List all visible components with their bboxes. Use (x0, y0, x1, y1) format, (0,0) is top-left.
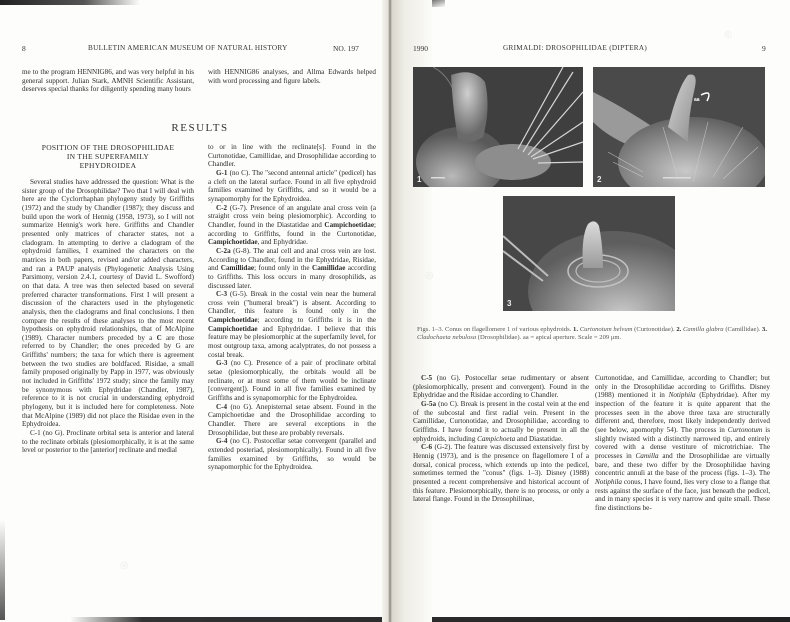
page-number: 9 (762, 44, 766, 53)
figure-label: 1 (417, 175, 422, 184)
paragraph: C-4 (no G). Anepisternal setae absent. Found in the Campichoetidae and the Drosophilidae according to Chandler. There are several exceptions in the Drosophilidae, but these are probably reversals. (208, 402, 376, 437)
apical-aperture-annotation: aa (694, 97, 700, 103)
text-column-2 (595, 374, 770, 513)
text-column-2 (208, 143, 376, 472)
paragraph: G-3 (no C). Presence of a pair of proclinate orbital setae (plesiomorphically, the orbitals would all be reclinate, or at most some of them would be inclinate [convergent]). Found in all five families examined by Griffiths and is synapomorphic for the Ephydroidea. (208, 359, 376, 403)
sem-image-cladochaeta (503, 196, 675, 311)
paragraph: G-4 (no C). Postocellar setae convergent (parallel and extended posteriad, plesiomorphically). Found in all five families examined by Griffiths, so would be synapomorphic for the Ephydroidea. (208, 437, 376, 472)
acknowledgments-col-1 (22, 68, 194, 94)
paragraph: C-3 (G-5). Break in the costal vein near the humeral cross vein ("humeral break") is absent. According to Chandler, this feature is found only in the Campichoetidae; according to Griffiths it is in the Campichoetidae and Ephydridae. I believe that this feature may be plesiomorphic at the superfamily level, for most outgroup taxa, among acalyptrates, do not possess a costal break. (208, 290, 376, 359)
subsection-heading: POSITION OF THE DROSOPHILIDAE IN THE SUPERFAMILY EPHYDROIDEA (41, 143, 175, 170)
figure-label: 2 (597, 175, 602, 184)
paragraph: Several studies have addressed the question: What is the sister group of the Drosophilidae? Two that I will deal with here are the Cyclorrhaphan phylogeny study by Griffiths (1972) and the study by Chandler (1987); they discuss and build upon the work of Hennig (1958, 1973), so I will not summarize Hennig's work here. Griffiths and Chandler presented only matrices of character states, not a cladogram. In attempting to derive a cladogram of the ephydroid families, I examined the characters on the matrices in both papers, revised and/or added characters, and ran a PAUP analysis (Phylogenetic Analysis Using Parsimony, version 2.4.1, courtesy of David L. Swofford) on that data. A tree was then selected based on several preferred character transformations. First I will present a discussion of the characters used in the phylogenetic analysis, then the cladograms and final conclusions. I then compare the results of these analyses to the most recent hypothesis on ephydroid relationships, that of McAlpine (1989). Character numbers preceded by a C are those referred to by Chandler; the ones preceded by G are Griffiths' numbers; the taxa for which there is agreement between the two studies are boldfaced. Risidae, a small family proposed originally by Papp in 1977, was obviously not included in Griffiths' 1972 study; since the family may be synonymous with Ephydridae (Chandler, 1987), reference to it is not crucial in understanding ephydroid phylogeny, but it is included here for completeness. Note that McAlpine (1989) did not place the Risidae even in the Ephydroidea. (22, 178, 194, 429)
figure-label: 3 (507, 299, 512, 308)
right-page (395, 0, 790, 622)
paragraph: Curtonotidae, and Camillidae, according to Chandler; but only in the Drosophilidae according to Griffiths. Disney (1988) mentioned it in Notiphila (Ephydridae). After my inspection of the feature it is quite apparent that the processes seen in the above three taxa are structurally different and, therefore, most likely independently derived (see below, apomorphy 54). The process in Curtonotum is slightly twisted with a distinctly narrowed tip, and entirely covered with a dense vestiture of microtrichiae. The processes in Camilla and the Drosophilidae are virtually bare, and these two differ by the Drosophilidae having concentric annuli at the base of the process (figs. 1–3). The Notiphila conus, I have found, lies very close to a flange that rests against the surface of the face, just beneath the pedicel, and in many species it is very narrow and quite small. These fine distinctions be- (595, 374, 770, 512)
year: 1990 (413, 44, 428, 53)
sem-image-curtonotum (413, 67, 583, 187)
paragraph: C-6 (G-2). The feature was discussed extensively first by Hennig (1973), and is the presence on flagellomere I of a dorsal, conical process, which extends up into the pedicel, sometimes termed the "conus" (figs. 1–3). Disney (1988) presented a recent comprehensive and historical account of this feature. Plesiomorphically, there is no process, or only a lateral flange. Found in the Drosophilinae, (413, 443, 589, 504)
paragraph: me to the program HENNIG86, and was very helpful in his general support. Julian Stark, AMNH Scientific Assistant, deserves special thanks for diligently spending many hours (22, 68, 194, 94)
left-page (0, 0, 388, 622)
paragraph: with HENNIG86 analyses, and Allma Edwards helped with word processing and figure labels. (208, 68, 376, 85)
paragraph: G-5a (no C). Break is present in the costal vein at the end of the subcostal and first radial vein. Present in the Camillidae, Curtonotidae, and Drosophilidae, according to Griffiths. I have found it to actually be present in all the ephydroids, including Campichoeta and Diastatidae. (413, 399, 589, 443)
acknowledgments-col-2 (208, 68, 376, 85)
sem-image-camilla (593, 67, 765, 187)
running-head: GRIMALDI: DROSOPHILIDAE (DIPTERA) (503, 44, 648, 52)
paragraph: to or in line with the reclinate[s]. Found in the Curtonotidae, Camillidae, and Drosophilidae according to Chandler. (208, 143, 376, 169)
running-head: BULLETIN AMERICAN MUSEUM OF NATURAL HISTORY (88, 44, 288, 52)
section-title: RESULTS (171, 122, 229, 134)
watermark: ◎ (422, 268, 437, 283)
paragraph: G-1 (no C). The "second antennal article" (pedicel) has a cleft on the lateral surface. Found in all five ephydroid families examined by Griffiths, and so it would be a synapomorphy for the Ephydroidea. (208, 168, 376, 203)
figure-caption: Figs. 1–3. Conus on flagellomere 1 of various ephydroids. 1. Curtonotum helvum (Curtonotidae). 2. Camilla glabra (Camillidae). 3. Cladochaeta nebulosa (Drosophilidae). aa = apical aperture. Scale = 209 μm. (417, 326, 767, 342)
figure-1-micrograph (413, 67, 583, 187)
paragraph: C-2a (G-8). The anal cell and anal cross vein are lost. According to Chandler, found in the Ephydridae, Risidae, and Camillidae; found only in the Camillidae according to Griffiths. This loss occurs in many drosophilids, as discussed later. (208, 246, 376, 290)
paragraph: C-5 (no G). Postocellar setae rudimentary or absent (plesiomorphically, present and convergent). Found in the Ephydridae and the Risidae according to Chandler. (413, 374, 589, 400)
figure-3-micrograph (503, 196, 675, 311)
issue-number: NO. 197 (333, 44, 359, 53)
watermark: ◎ (117, 558, 132, 573)
page-number: 8 (22, 44, 26, 53)
text-column-1 (22, 143, 194, 455)
text-column-1 (413, 374, 589, 504)
figure-2-micrograph (593, 67, 765, 187)
paragraph: C-2 (G-7). Presence of an angulate anal cross vein (a straight cross vein being plesiomorphic). According to Chandler, found in the Diastatidae and Campichoetidae; according to Griffiths, found in the Curtonotidae, Campichoetidae, and Ephydridae. (208, 203, 376, 247)
paragraph: C-1 (no G). Proclinate orbital seta is anterior and lateral to the reclinate orbitals (plesiomorphically, it is at the same level or posterior to the [anterior] reclinate and medial (22, 429, 194, 455)
watermark: ℗ (722, 28, 736, 43)
